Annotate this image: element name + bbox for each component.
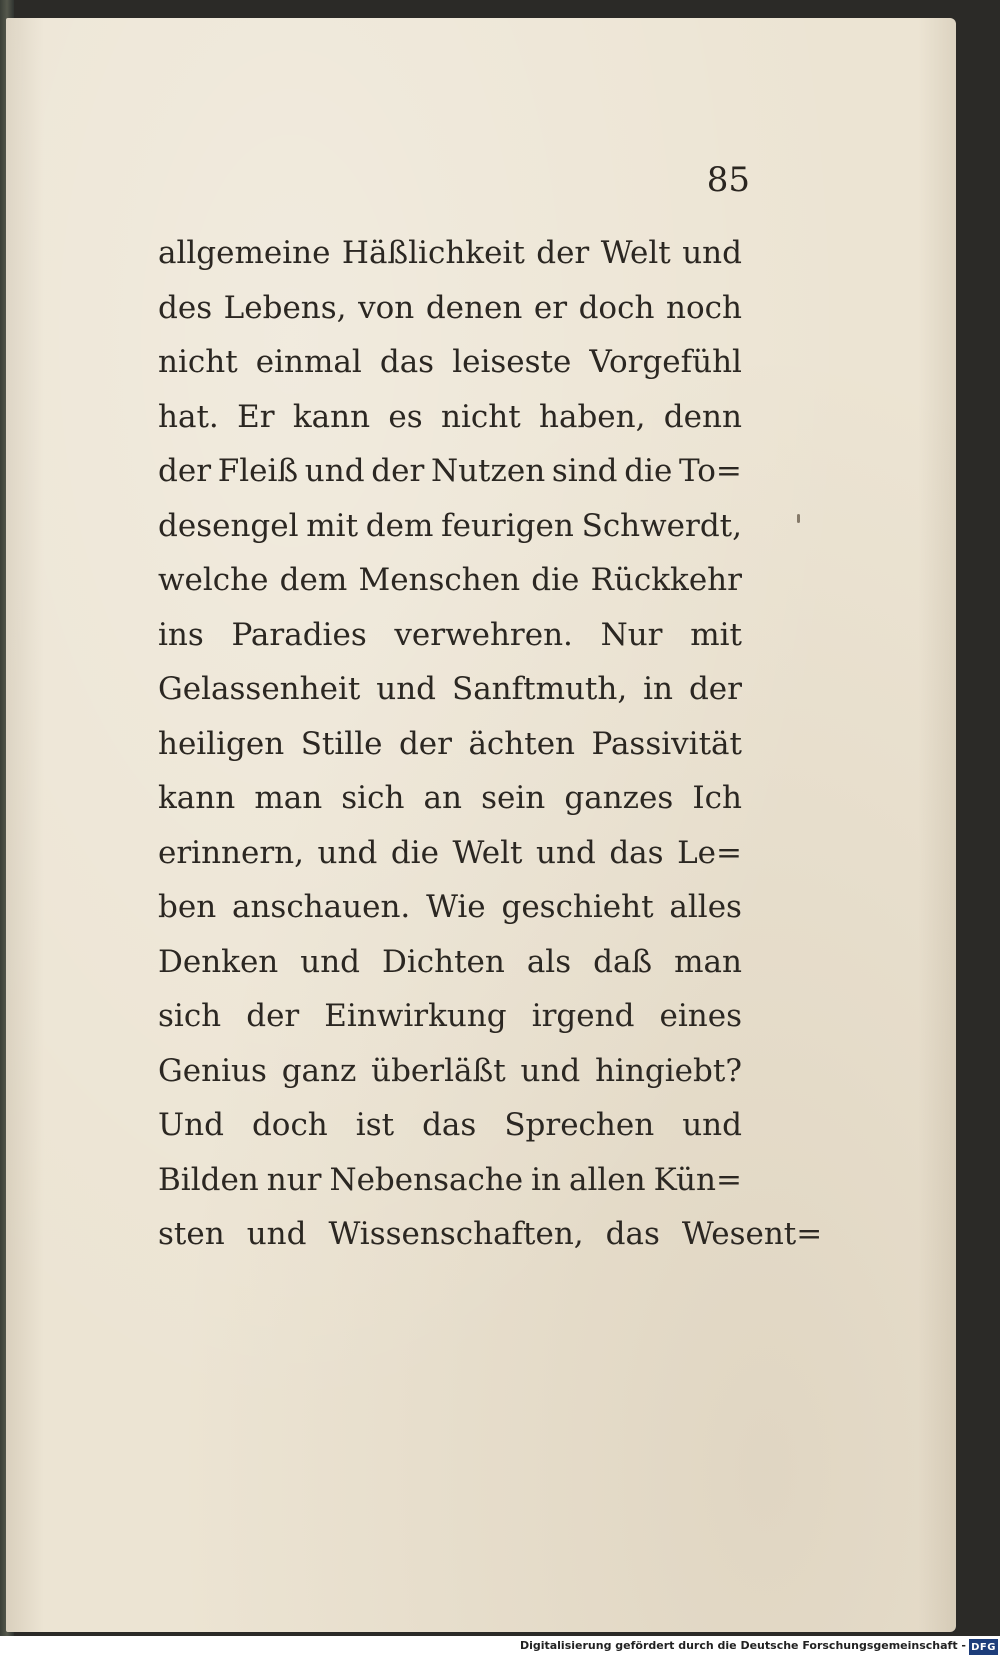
word: Er (237, 398, 275, 435)
footer-bar (0, 1636, 1000, 1659)
word: Wissenschaften, (328, 1216, 584, 1253)
word: Dichten (381, 943, 505, 980)
word: Einwirkung (324, 998, 507, 1035)
word: ächten (468, 725, 576, 762)
word: Paradies (231, 616, 367, 653)
word: er (533, 289, 568, 326)
word: in (531, 1161, 562, 1198)
text-line (158, 935, 742, 990)
word: sein (481, 780, 546, 817)
word: kann (292, 398, 371, 435)
word: und (300, 943, 361, 980)
text-line (158, 281, 742, 336)
word: hingiebt? (595, 1052, 742, 1089)
text-line (158, 717, 742, 772)
word: die (390, 834, 439, 871)
text-line (158, 826, 742, 881)
word: sich (341, 780, 405, 817)
word: Sanftmuth, (451, 671, 628, 708)
word: Nebensache (329, 1161, 524, 1198)
text-line (158, 499, 742, 554)
word: des (158, 289, 213, 326)
word: überläßt (371, 1052, 506, 1089)
word: Sprechen (504, 1107, 655, 1144)
text-line (158, 608, 742, 663)
word: der (371, 453, 425, 490)
word: Welt (452, 834, 523, 871)
word: eines (659, 998, 742, 1035)
word: geschieht (501, 889, 654, 926)
word: der (246, 998, 300, 1035)
text-line (158, 1153, 742, 1208)
word: To= (678, 453, 742, 490)
word: Fleiß (217, 453, 299, 490)
word: allgemeine (158, 235, 331, 272)
word: denn (663, 398, 742, 435)
word: dem (365, 507, 434, 544)
text-line (158, 1098, 742, 1153)
word: denen (425, 289, 523, 326)
word: sich (158, 998, 222, 1035)
word: ist (355, 1107, 395, 1144)
word: ins (158, 616, 204, 653)
word: desengel (158, 507, 299, 544)
word: mit (306, 507, 359, 544)
word: in (643, 671, 674, 708)
word: und (304, 453, 365, 490)
word: Lebens, (223, 289, 347, 326)
word: Welt (600, 235, 671, 272)
text-line (158, 335, 742, 390)
word: hat. (158, 398, 219, 435)
word: anschauen. (231, 889, 411, 926)
word: irgend (531, 998, 635, 1035)
word: und (682, 235, 742, 272)
word: doch (251, 1107, 328, 1144)
word: einmal (255, 344, 362, 381)
word: daß (593, 943, 653, 980)
word: noch (665, 289, 742, 326)
word: und (317, 834, 378, 871)
word: der (688, 671, 742, 708)
text-line (158, 1044, 742, 1099)
word: leiseste (452, 344, 572, 381)
word: Wie (426, 889, 486, 926)
text-line (158, 1207, 823, 1262)
word: Nutzen (430, 453, 546, 490)
word: der (398, 725, 452, 762)
word: Passivität (591, 725, 742, 762)
word: welche (158, 562, 269, 599)
body-text (158, 226, 823, 1262)
word: das (605, 1216, 660, 1253)
page-number: 85 (706, 160, 750, 200)
word: Rückkehr (590, 562, 742, 599)
text-line (158, 444, 742, 499)
word: allen (568, 1161, 646, 1198)
word: das (609, 834, 664, 871)
word: und (682, 1107, 742, 1144)
text-line (158, 662, 742, 717)
word: alles (669, 889, 742, 926)
word: Vorgefühl (589, 344, 742, 381)
word: Und (158, 1107, 224, 1144)
word: Ich (692, 780, 742, 817)
text-line (158, 390, 742, 445)
word: doch (578, 289, 655, 326)
text-line (158, 553, 742, 608)
word: Denken (158, 943, 279, 980)
word: ganzes (564, 780, 674, 817)
word: und (520, 1052, 581, 1089)
word: Schwerdt, (581, 507, 742, 544)
word: Wesent= (681, 1216, 823, 1253)
text-line (158, 226, 742, 281)
word: und (376, 671, 437, 708)
word: Kün= (653, 1161, 742, 1198)
word: sind (551, 453, 618, 490)
word: mit (690, 616, 742, 653)
word: nicht (158, 344, 238, 381)
word: ben (158, 889, 217, 926)
word: Nur (600, 616, 663, 653)
digitization-credit: Digitalisierung gefördert durch die Deutsche Forschungsgemeinschaft - (519, 1639, 966, 1652)
word: die (624, 453, 673, 490)
word: Bilden (158, 1161, 259, 1198)
word: feurigen (441, 507, 574, 544)
word: dem (279, 562, 348, 599)
word: und (536, 834, 596, 871)
word: als (526, 943, 572, 980)
word: das (379, 344, 435, 381)
word: an (423, 780, 462, 817)
word: man (674, 943, 742, 980)
word: Le= (677, 834, 742, 871)
text-line (158, 989, 742, 1044)
text-line (158, 771, 742, 826)
word: ganz (281, 1052, 357, 1089)
word: kann (158, 780, 236, 817)
word: nur (266, 1161, 322, 1198)
word: Stille (300, 725, 383, 762)
word: es (388, 398, 423, 435)
word: das (422, 1107, 477, 1144)
word: der (158, 453, 212, 490)
word: Häßlichkeit (341, 235, 525, 272)
word: haben, (539, 398, 646, 435)
ink-speck (797, 514, 800, 523)
word: Genius (158, 1052, 267, 1089)
word: und (246, 1216, 307, 1253)
word: von (358, 289, 415, 326)
word: nicht (441, 398, 521, 435)
word: erinnern, (158, 834, 304, 871)
word: der (536, 235, 590, 272)
text-line (158, 880, 742, 935)
dfg-logo: DFG (969, 1639, 998, 1655)
word: Menschen (358, 562, 521, 599)
word: verwehren. (394, 616, 573, 653)
word: Gelassenheit (158, 671, 361, 708)
word: sten (158, 1216, 225, 1253)
word: die (531, 562, 580, 599)
word: man (254, 780, 323, 817)
word: heiligen (158, 725, 285, 762)
